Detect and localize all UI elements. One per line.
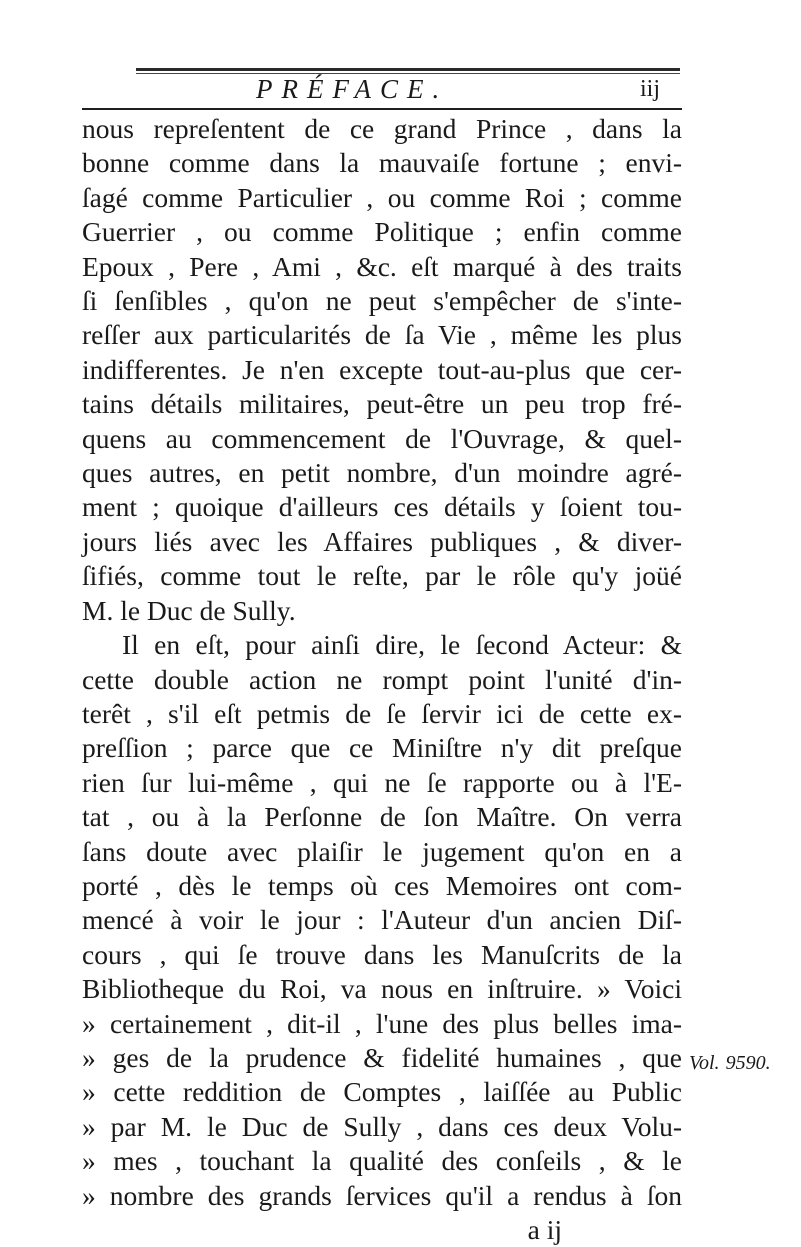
text-line: tains détails militaires, peut-être un peu trop fré- bbox=[82, 388, 682, 420]
text-line: rien ſur lui-même , qui ne ſe rapporte ou à l'E- bbox=[82, 766, 682, 798]
margin-reference-number: 9590. bbox=[725, 1052, 771, 1074]
text-line: M. le Duc de Sully. bbox=[82, 594, 296, 626]
text-line-paragraph-start: Il en eſt, pour ainſi dire, le ſecond Acteur: & bbox=[122, 629, 682, 661]
header-rule bbox=[82, 108, 682, 110]
text-line: jours liés avec les Affaires publiques , & diver- bbox=[82, 525, 682, 557]
ornamental-top-rule bbox=[136, 68, 680, 71]
text-line: ſans doute avec plaiſir le jugement qu'on en a bbox=[82, 835, 682, 867]
text-line: cours , qui ſe trouve dans les Manuſcrits de la bbox=[82, 938, 682, 970]
text-line: mencé à voir le jour : l'Auteur d'un ancien Diſ- bbox=[82, 904, 682, 936]
page-folio: iij bbox=[640, 76, 661, 102]
text-line: Epoux , Pere , Ami , &c. eſt marqué à des traits bbox=[82, 250, 682, 282]
text-line: ſi ſenſibles , qu'on ne peut s'empêcher de s'inte- bbox=[82, 285, 682, 317]
text-line: ques autres, en petit nombre, d'un moindre agré- bbox=[82, 457, 682, 489]
text-line: Guerrier , ou comme Politique ; enfin comme bbox=[82, 216, 682, 248]
text-line: cette double action ne rompt point l'unité d'in- bbox=[82, 663, 682, 695]
text-line: bonne comme dans la mauvaiſe fortune ; envi- bbox=[82, 147, 682, 179]
text-line: tat , ou à la Perſonne de ſon Maître. On verra bbox=[82, 801, 682, 833]
margin-vol-label: Vol. bbox=[689, 1052, 720, 1074]
text-line: indifferentes. Je n'en excepte tout-au-plus que cer- bbox=[82, 353, 682, 385]
text-line: quens au commencement de l'Ouvrage, & quel- bbox=[82, 422, 682, 454]
text-line: nous repreſentent de ce grand Prince , dans la bbox=[82, 113, 682, 144]
text-line-quote: » nombre des grands ſervices qu'il a rendus à ſon bbox=[82, 1179, 682, 1211]
text-line: reſſer aux particularités de ſa Vie , même les plus bbox=[82, 319, 682, 351]
text-line: ment ; quoique d'ailleurs ces détails y ſoient tou- bbox=[82, 491, 682, 523]
margin-reference bbox=[689, 1052, 771, 1075]
text-line: porté , dès le temps où ces Memoires ont com- bbox=[82, 869, 682, 901]
text-line: preſſion ; parce que ce Miniſtre n'y dit preſque bbox=[82, 732, 682, 764]
text-line-quote: » ges de la prudence & fidelité humaines , que bbox=[82, 1041, 682, 1073]
text-line: terêt , s'il eſt petmis de ſe ſervir ici de cette ex- bbox=[82, 697, 682, 729]
text-line-quote: » cette reddition de Comptes , laiſſée au Public bbox=[82, 1076, 682, 1108]
text-line-quote: » certainement , dit-il , l'une des plus belles ima- bbox=[82, 1007, 682, 1039]
text-line: ſagé comme Particulier , ou comme Roi ; comme bbox=[82, 181, 682, 213]
text-line: ſifiés, comme tout le reſte, par le rôle qu'y joüé bbox=[82, 560, 682, 592]
text-line-quote: » mes , touchant la qualité des conſeils , & le bbox=[82, 1145, 682, 1177]
running-head: PRÉFACE. bbox=[256, 74, 449, 104]
catchword-signature: a ij bbox=[527, 1214, 562, 1245]
text-line-quote: » par M. le Duc de Sully , dans ces deux Volu- bbox=[82, 1110, 682, 1142]
page-body bbox=[82, 112, 682, 1247]
text-line: Bibliotheque du Roi, va nous en inſtruire. » Voici bbox=[82, 973, 682, 1005]
